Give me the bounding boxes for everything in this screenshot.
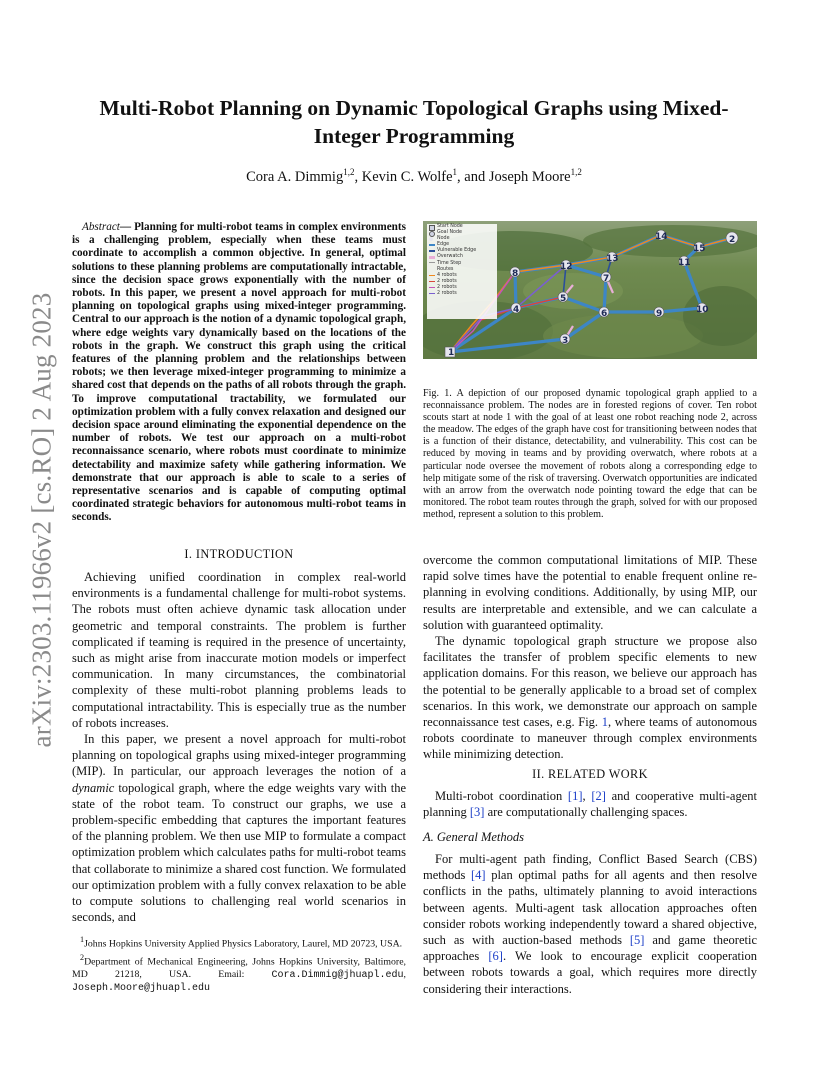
- related-text-b: ,: [582, 789, 592, 803]
- footnote-1-marker: 1: [80, 935, 85, 944]
- footnotes: [72, 934, 406, 995]
- related-paragraph-1: [423, 788, 757, 820]
- general-text-c: and game theoretic approaches: [423, 933, 757, 964]
- figure-1-caption: Fig. 1. A depiction of our proposed dynamic topological graph applied to a reconnaissance problem. The nodes are in forested regions of cover. Ten robot scouts start at node 1 with the goal of at least one robot reaching node 2, across the meadow. The edges of the graph have cost for transitioning between nodes that is a function of their distance, detectability, and vulnerability. This cost can be reduced by moving in teams and by providing overwatch, where robots at a particular node oversee the movement of robots along a corresponding edge to help mitigate some of the risk of traversing. Overwatch opportunities are indicated with an arrow from the overwatch node pointing toward the edge that can be monitored. The robot team routes through the graph, solved for with our proposed method, represent a solution to this problem.: [423, 388, 757, 520]
- node-label: 5: [560, 294, 567, 304]
- col2-paragraph-1: overcome the common computational limitations of MIP. These rapid solve times have the potential to enable frequent online re-planning in evolving conditions. Additionally, by using MIP, our results are interpretable and extensible, and we can calculate a solution with guaranteed optimality.: [423, 553, 757, 632]
- col2-paragraph-2: [423, 633, 757, 763]
- footnote-2: [72, 952, 406, 994]
- related-text-a: Multi-robot coordination: [435, 789, 568, 803]
- general-text-a: For multi-agent path finding, Conflict Based Search (CBS) methods: [423, 852, 757, 883]
- citation-link[interactable]: [6]: [488, 949, 503, 964]
- citation-link[interactable]: [1]: [567, 789, 583, 803]
- node-label: 2: [729, 235, 736, 245]
- citation-link[interactable]: [5]: [629, 933, 645, 948]
- node-label: 3: [562, 336, 569, 346]
- email-separator: ,: [403, 968, 406, 980]
- legend-node: Node: [427, 236, 497, 242]
- figure-ref-link[interactable]: 1: [601, 715, 608, 730]
- col2-p2-text-b: , where teams of autonomous robots coordinate to maneuver through complex environments while minimizing detection.: [423, 715, 757, 762]
- footnote-2-marker: 2: [80, 953, 85, 963]
- legend-route-2a: 2 robots: [427, 279, 497, 285]
- general-methods-paragraph: [423, 851, 757, 997]
- legend-routes: Routes: [437, 266, 454, 272]
- legend-start-node: Start Node: [427, 224, 497, 230]
- author-2: , Kevin C. Wolfe: [354, 168, 453, 185]
- general-text-b: plan optimal paths for all agents and then resolve conflicts in the paths, ultimately planning to avoid interactions between agents. Multi-agent task allocation approaches often consider robots working independently toward a shared objective, such as with auction-based methods: [423, 868, 758, 948]
- general-text-d: . We look to encourage explicit cooperation between robots towards a goal, which requires more directly considering their interactions.: [423, 949, 757, 996]
- authors: [80, 167, 748, 186]
- author-2-affil: 1: [452, 167, 458, 177]
- author-1-affil: 1,2: [343, 167, 355, 177]
- node-label: 15: [693, 244, 706, 254]
- node-label: 11: [678, 258, 691, 268]
- author-3-affil: 1,2: [570, 167, 582, 177]
- footnote-1: [72, 934, 406, 950]
- legend-vulnerable-edge: Vulnerable Edge: [427, 248, 497, 254]
- arxiv-identifier: [22, 285, 62, 755]
- legend-overwatch: Overwatch: [427, 254, 497, 260]
- legend-edge: Edge: [427, 242, 497, 248]
- section-heading-related-work: II. RELATED WORK: [532, 767, 648, 781]
- intro-paragraph-1: Achieving unified coordination in complex real-world environments is a fundamental challenge for multi-robot systems. The robots must often achieve dynamic task allocation under geometric and temporal constraints. The problem is further complicated if teaming is required in the presence of uncertainty, such as might arise from inaccurate motion models or imperfect communication. In many circumstances, the combinatorial complexity of these multi-robot planning problems leads to computational intractability. This is especially true as the number of robots increases.: [72, 570, 406, 730]
- abstract-label: Abstract: [82, 221, 120, 233]
- footnote-2-text: Department of Mechanical Engineering, Johns Hopkins University, Baltimore, MD 21218, USA. Email:: [72, 956, 406, 980]
- node-label: 9: [656, 309, 663, 319]
- citation-link[interactable]: [2]: [591, 789, 606, 803]
- related-text-d: are computationally challenging spaces.: [484, 805, 688, 820]
- citation-link[interactable]: [4]: [471, 868, 486, 883]
- node-label: 7: [603, 274, 610, 284]
- node-label: 8: [512, 269, 519, 279]
- node-label: 12: [560, 262, 573, 272]
- arxiv-id-text: arXiv:2303.11966v2 [cs.RO] 2 Aug 2023: [26, 292, 57, 748]
- node-label: 6: [601, 309, 608, 319]
- legend-goal-node: Goal Node: [427, 230, 497, 236]
- figure-legend: [427, 224, 497, 319]
- author-1: Cora A. Dimmig: [246, 168, 344, 185]
- intro-p2-text-b: topological graph, where the edge weights vary with the state of the robot team. To construct our graphs, we use a problem-specific embedding that captures the important features of the planning problem. We then use MIP to formulate a compact optimization problem which calculates paths for multi-robot teams that collaborate to minimize a shared cost function. We formulated our optimization problem with a fully convex relaxation to be able to compute solutions to challenging real world scenarios in seconds, and: [72, 780, 406, 925]
- citation-link[interactable]: [3]: [469, 805, 485, 820]
- node-label: 10: [696, 305, 709, 315]
- email-link-2[interactable]: Joseph.Moore@jhuapl.edu: [72, 982, 211, 994]
- abstract: [72, 221, 406, 525]
- abstract-text: — Planning for multi-robot teams in complex environments is a challenging problem, especially when these teams must coordinate to accomplish a common objective. In general, optimal solutions to these planning problems are computationally intractable, since the decision space grows exponentially with the number of robots. In this paper, we present a novel approach for multi-robot planning on topological graphs using mixed-integer programming. Central to our approach is the notion of a dynamic topological graph, where edge weights vary dynamically based on the locations of the robots in the graph. We construct this graph using the critical features of the planning problem and the relationships between robots; we then leverage mixed-integer programming to minimize a shared cost that depends on the paths of all robots through the graph. To improve computational tractability, we formulated our optimization problem with a fully convex relaxation and designed our decision space around eliminating the exponential dependence on the number of robots. We test our approach on a multi-robot reconnaissance scenario, where robots must coordinate to minimize detectability and maximize safety while gathering information. We demonstrate that our approach is able to scale to a series of representative scenarios and is capable of computing optimal coordinated strategic behaviors for autonomous multi-robot teams in seconds.: [72, 221, 406, 524]
- footnote-1-text: Johns Hopkins University Applied Physics Laboratory, Laurel, MD 20723, USA.: [84, 938, 403, 950]
- legend-route-2c: 2 robots: [427, 291, 497, 297]
- node-label: 1: [448, 348, 455, 358]
- section-heading-introduction: I. INTRODUCTION: [184, 547, 294, 561]
- intro-p2-emphasis: dynamic: [72, 780, 115, 795]
- node-label: 4: [513, 305, 520, 315]
- related-text-c: and cooperative multi-agent planning: [423, 789, 757, 820]
- node-label: 13: [606, 254, 619, 264]
- paper-title: Multi-Robot Planning on Dynamic Topological Graphs using Mixed-Integer Programming: [99, 96, 729, 148]
- legend-route-2b: 2 robots: [427, 285, 497, 291]
- intro-paragraph-2: [72, 731, 406, 925]
- legend-time-step: Time Step: [427, 261, 497, 267]
- author-3: , and Joseph Moore: [457, 168, 571, 185]
- email-link-1[interactable]: Cora.Dimmig@jhuapl.edu: [271, 969, 404, 981]
- legend-route-4: 4 robots: [427, 273, 497, 279]
- col2-p2-text-a: The dynamic topological graph structure we propose also facilitates the transfer of problem specific elements to new application domains. For this reason, we believe our approach has the potential to be generally applicable to a broad set of complex scenarios. In this work, we demonstrate our approach on sample reconnaissance test cases, e.g. Fig.: [423, 634, 757, 730]
- subsection-heading-general-methods: A. General Methods: [423, 830, 525, 844]
- figure-1: [423, 221, 757, 359]
- node-label: 14: [655, 232, 668, 242]
- intro-p2-text-a: In this paper, we present a novel approach for multi-robot planning on topological graphs using mixed-integer programming (MIP). In particular, our approach leverages the notion of a: [72, 732, 406, 779]
